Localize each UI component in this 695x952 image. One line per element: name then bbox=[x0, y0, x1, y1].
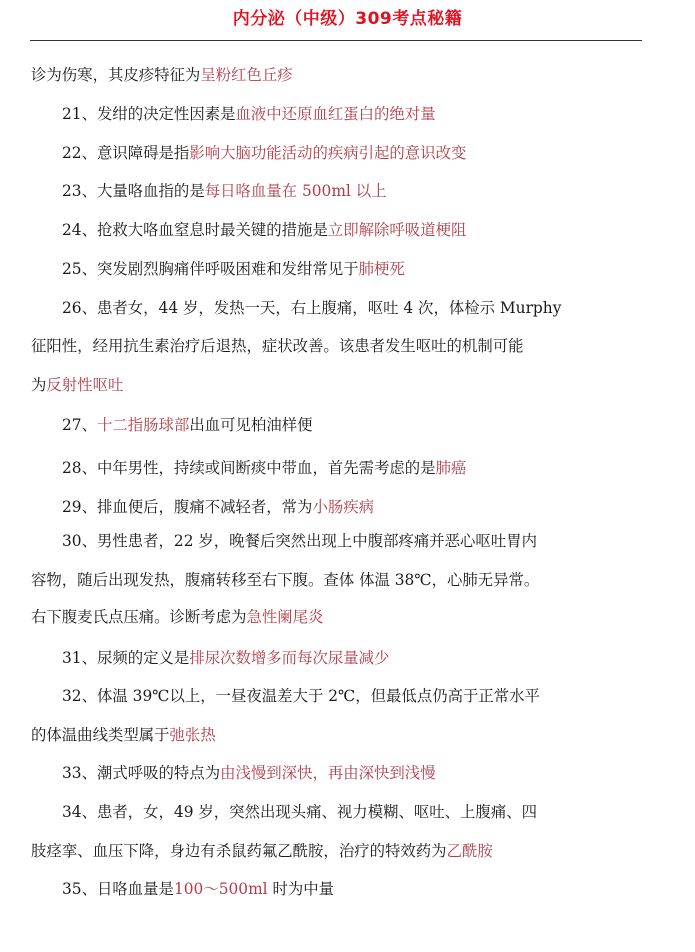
text-line: 肢痉挛、血压下降，身边有杀鼠药氟乙酰胺，治疗的特效药为乙酰胺 bbox=[31, 842, 493, 860]
text-line: 23、大量咯血指的是每日咯血量在 500ml 以上 bbox=[62, 182, 387, 200]
answer-text: 血液中还原血红蛋白的绝对量 bbox=[235, 105, 436, 123]
text-line: 征阳性，经用抗生素治疗后退热，症状改善。该患者发生呕吐的机制可能 bbox=[31, 337, 524, 355]
answer-text: 每日咯血量在 500ml 以上 bbox=[204, 182, 387, 200]
answer-text: 由浅慢到深快，再由深快到浅慢 bbox=[220, 764, 436, 782]
text-line: 21、发绀的决定性因素是血液中还原血红蛋白的绝对量 bbox=[62, 105, 436, 123]
answer-text: 排尿次数增多而每次尿量减少 bbox=[189, 649, 390, 667]
text-line: 容物，随后出现发热，腹痛转移至右下腹。查体 体温 38℃，心肺无异常。 bbox=[31, 571, 540, 589]
text-line: 为反射性呕吐 bbox=[31, 376, 124, 394]
answer-text: 肺癌 bbox=[435, 459, 467, 477]
text-line: 25、突发剧烈胸痛伴呼吸困难和发绀常见于肺梗死 bbox=[62, 260, 405, 278]
header-divider bbox=[30, 40, 642, 41]
answer-text: 乙酰胺 bbox=[446, 842, 493, 860]
text-line: 的体温曲线类型属于弛张热 bbox=[31, 726, 216, 744]
answer-text: 急性阑尾炎 bbox=[246, 608, 324, 626]
answer-text: 弛张热 bbox=[169, 726, 216, 744]
text-line: 29、排血便后，腹痛不减轻者，常为小肠疾病 bbox=[62, 498, 375, 516]
answer-text: 十二指肠球部 bbox=[96, 416, 190, 434]
answer-text: 影响大脑功能活动的疾病引起的意识改变 bbox=[189, 144, 467, 162]
text-line: 35、日咯血量是100～500ml 时为中量 bbox=[62, 880, 335, 898]
text-line: 34、患者，女，49 岁，突然出现头痛、视力模糊、呕吐、上腹痛、四 bbox=[62, 803, 537, 821]
text-line: 22、意识障碍是指影响大脑功能活动的疾病引起的意识改变 bbox=[62, 144, 467, 162]
text-line: 31、尿频的定义是排尿次数增多而每次尿量减少 bbox=[62, 649, 390, 667]
answer-text: 小肠疾病 bbox=[312, 498, 375, 516]
answer-text: 反射性呕吐 bbox=[46, 376, 124, 394]
answer-text: 呈粉红色丘疹 bbox=[200, 66, 293, 84]
answer-text: 100～500ml bbox=[173, 880, 268, 898]
text-line: 27、十二指肠球部出血可见柏油样便 bbox=[62, 416, 313, 434]
answer-text: 立即解除呼吸道梗阻 bbox=[327, 221, 467, 239]
text-line: 26、患者女，44 岁，发热一天，右上腹痛，呕吐 4 次，体检示 Murphy bbox=[62, 299, 562, 317]
text-line: 28、中年男性，持续或间断痰中带血，首先需考虑的是肺癌 bbox=[62, 459, 467, 477]
page-title: 内分泌（中级）309考点秘籍 bbox=[232, 9, 463, 29]
text-line: 32、体温 39℃以上，一昼夜温差大于 2℃，但最低点仍高于正常水平 bbox=[62, 687, 540, 705]
text-line: 30、男性患者，22 岁，晚餐后突然出现上中腹部疼痛并恶心呕吐胃内 bbox=[62, 532, 537, 550]
text-line: 诊为伤寒，其皮疹特征为呈粉红色丘疹 bbox=[31, 66, 293, 84]
answer-text: 肺梗死 bbox=[358, 260, 405, 278]
text-line: 右下腹麦氏点压痛。诊断考虑为急性阑尾炎 bbox=[31, 608, 324, 626]
text-line: 24、抢救大咯血窒息时最关键的措施是立即解除呼吸道梗阻 bbox=[62, 221, 467, 239]
text-line: 33、潮式呼吸的特点为由浅慢到深快，再由深快到浅慢 bbox=[62, 764, 436, 782]
page-header bbox=[0, 0, 695, 30]
